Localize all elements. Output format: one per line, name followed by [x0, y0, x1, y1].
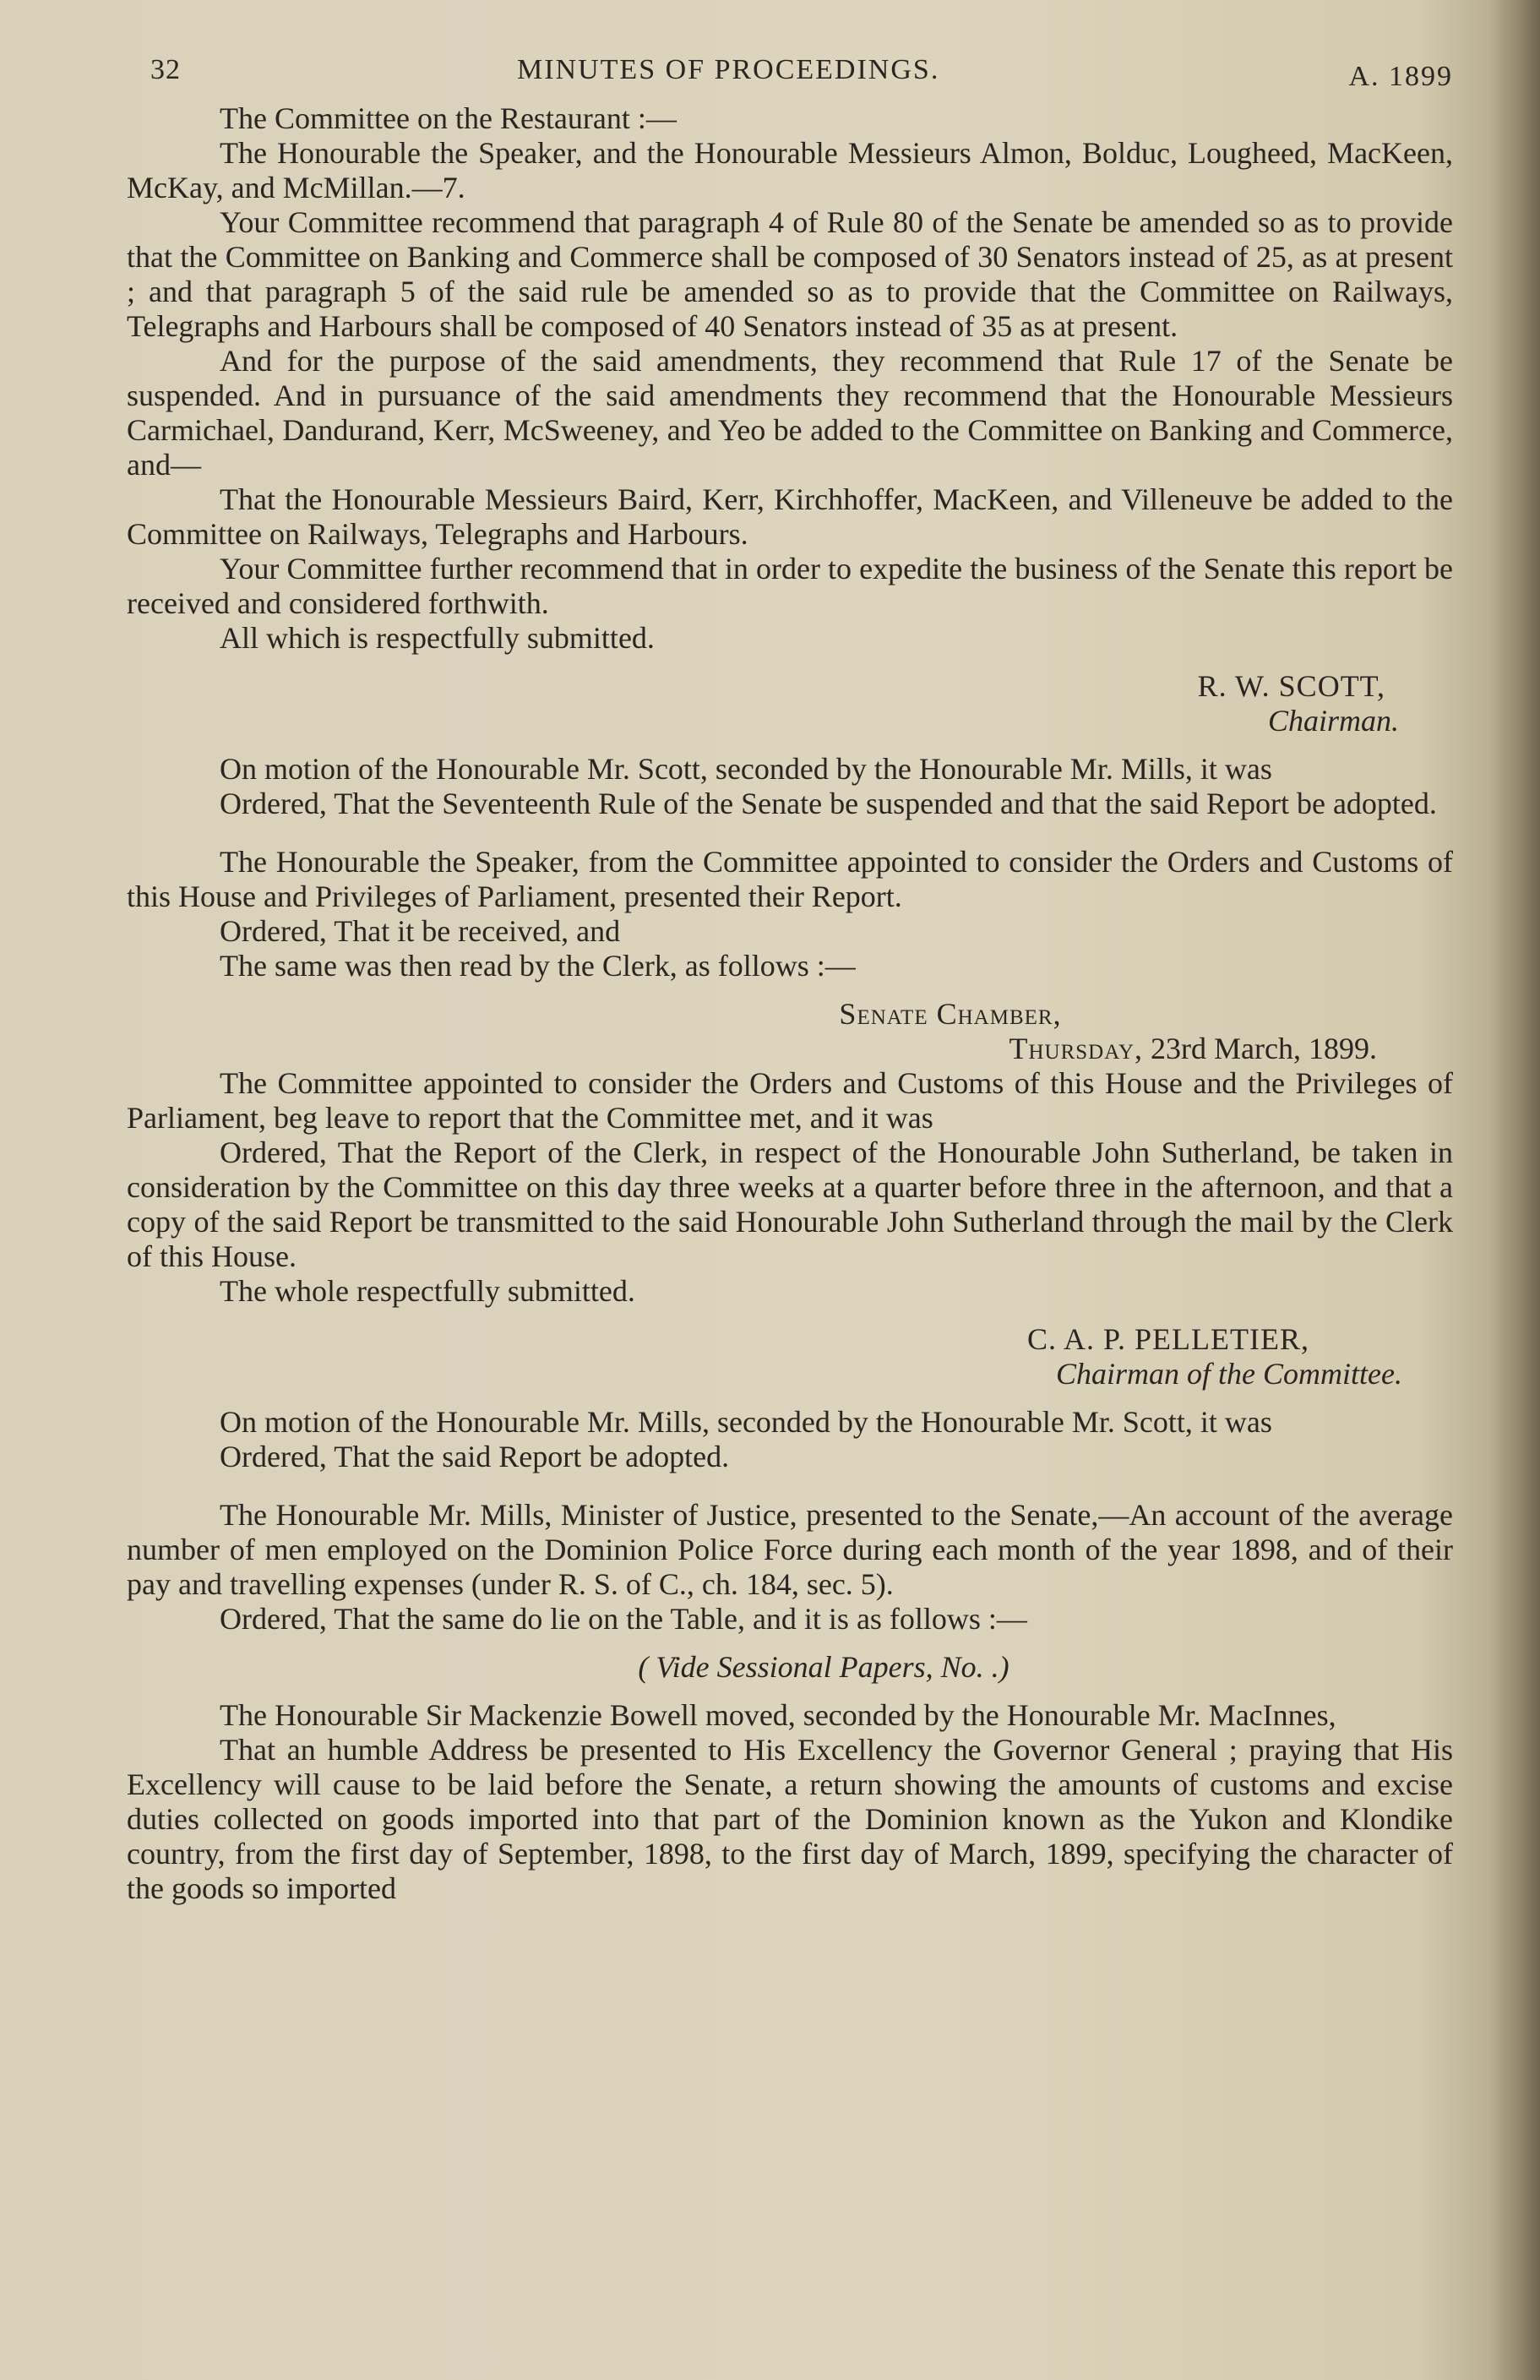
paragraph: Ordered, That the Report of the Clerk, in respect of the Honourable John Sutherland, be taken in consideration by the Committee on this day three weeks at a quarter before three in the afternoon, and that a copy of the said Report be transmitted to the said Honourable John Sutherland through the mail by the Clerk of this House. [127, 1136, 1453, 1273]
sessional-papers-reference: ( Vide Sessional Papers, No. .) [638, 1650, 1009, 1684]
page-header [127, 34, 1453, 101]
report-date-day: Thursday, [1009, 1032, 1144, 1065]
paragraph: Ordered, That it be received, and [220, 914, 621, 948]
paragraph: Your Committee recommend that paragraph 4 of Rule 80 of the Senate be amended so as to provide that the Committee on Banking and Commerce shall be composed of 30 Senators instead of 25, as at present ; and that paragraph 5 of the said rule be amended so as to provide that the Committee on Railways, Telegraphs and Harbours shall be composed of 40 Senators instead of 35 as at present. [127, 205, 1453, 343]
paragraph: That the Honourable Messieurs Baird, Kerr, Kirchhoffer, MacKeen, and Villeneuve be added to the Committee on Railways, Telegraphs and Harbours. [127, 482, 1453, 551]
paragraph: The whole respectfully submitted. [220, 1274, 635, 1308]
report-date [127, 1032, 1377, 1066]
paragraph: Ordered, That the Seventeenth Rule of the Senate be suspended and that the said Report be adopted. [220, 787, 1437, 820]
paragraph: And for the purpose of the said amendments, they recommend that Rule 17 of the Senate be suspended. And in pursuance of the said amendments they recommend that the Honourable Messieurs Carmichael, Dandurand, Kerr, McSweeney, and Yeo be added to the Committee on Banking and Commerce, and— [127, 344, 1453, 482]
paragraph: The Honourable the Speaker, and the Honourable Messieurs Almon, Bolduc, Lougheed, MacKeen, McKay, and McMillan.—7. [127, 136, 1453, 204]
paragraph: Your Committee further recommend that in order to expedite the business of the Senate this report be received and considered forthwith. [127, 552, 1453, 620]
paragraph: The Committee appointed to consider the Orders and Customs of this House and the Privileges of Parliament, beg leave to report that the Committee met, and it was [127, 1066, 1453, 1135]
paragraph: On motion of the Honourable Mr. Mills, seconded by the Honourable Mr. Scott, it was [220, 1405, 1272, 1439]
paragraph: The Honourable Sir Mackenzie Bowell moved, seconded by the Honourable Mr. MacInnes, [220, 1698, 1336, 1732]
paragraph: The Honourable Mr. Mills, Minister of Justice, presented to the Senate,—An account of the average number of men employed on the Dominion Police Force during each month of the year 1898, and of their pay and travelling expenses (under R. S. of C., ch. 184, sec. 5). [127, 1498, 1453, 1601]
running-title: MINUTES OF PROCEEDINGS. [517, 54, 940, 85]
paragraph: Ordered, That the said Report be adopted. [220, 1440, 730, 1473]
paragraph: All which is respectfully submitted. [220, 621, 655, 655]
session-year: A. 1899 [1348, 61, 1453, 92]
paragraph: On motion of the Honourable Mr. Scott, seconded by the Honourable Mr. Mills, it was [220, 752, 1272, 786]
page-number: 32 [150, 54, 181, 85]
paragraph: The same was then read by the Clerk, as follows :— [220, 949, 856, 983]
paragraph: Ordered, That the same do lie on the Table, and it is as follows :— [220, 1602, 1027, 1636]
signature-title: Chairman of the Committee. [1056, 1357, 1402, 1391]
book-spine-shadow [1489, 0, 1540, 2380]
paragraph: The Honourable the Speaker, from the Committee appointed to consider the Orders and Customs of this House and Privileges of Parliament, presented their Report. [127, 845, 1453, 913]
report-date-rest: 23rd March, 1899. [1143, 1032, 1377, 1065]
paragraph: That an humble Address be presented to His Excellency the Governor General ; praying that His Excellency will cause to be laid before the Senate, a return showing the amounts of customs and excise duties collected on goods imported into that part of the Dominion known as the Yukon and Klondike country, from the first day of September, 1898, to the first day of March, 1899, specifying the character of the goods so imported [127, 1733, 1453, 1905]
signature-title: Chairman. [1267, 704, 1399, 738]
page-content [127, 34, 1453, 1906]
report-place: Senate Chamber, [839, 997, 1062, 1031]
signature-name: C. A. P. PELLETIER, [1026, 1322, 1309, 1356]
paragraph: The Committee on the Restaurant :— [220, 101, 677, 135]
signature-name: R. W. SCOTT, [1197, 669, 1385, 703]
